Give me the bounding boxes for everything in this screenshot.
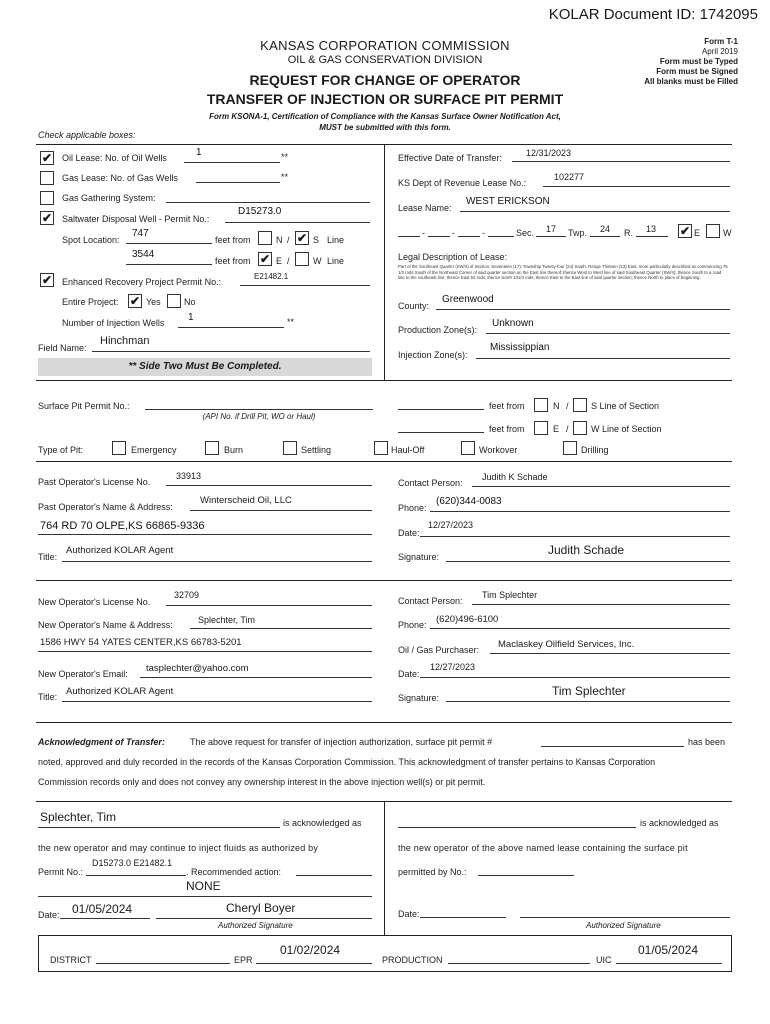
pit-n-checkbox[interactable] — [534, 398, 548, 412]
new-contact-label: Contact Person: — [398, 596, 463, 606]
e-checkbox[interactable]: ✔ — [259, 252, 271, 266]
divider — [36, 580, 732, 581]
sec-value[interactable]: 17 — [546, 224, 557, 234]
slash: / — [566, 424, 569, 434]
ksdor-label: KS Dept of Revenue Lease No.: — [398, 178, 527, 188]
production-zone-label: Production Zone(s): — [398, 325, 478, 335]
form-date: April 2019 — [701, 47, 738, 56]
agency-division: OIL & GAS CONSERVATION DIVISION — [287, 54, 483, 66]
new-signature-value[interactable]: Tim Splechter — [552, 684, 626, 698]
form-blanks: All blanks must be Filled — [644, 77, 738, 86]
feet-from-label: feet from — [215, 256, 251, 266]
past-phone-label: Phone: — [398, 503, 427, 513]
slash: / — [566, 401, 569, 411]
entire-project-label: Entire Project: — [62, 297, 119, 307]
past-signature-label: Signature: — [398, 552, 440, 562]
document-id: KOLAR Document ID: 1742095 — [548, 6, 758, 23]
feet-from-label: feet from — [215, 235, 251, 245]
new-name-label: New Operator's Name & Address: — [38, 620, 173, 630]
gas-gathering-label: Gas Gathering System: — [62, 193, 156, 203]
divider — [36, 722, 732, 723]
new-license-value[interactable]: 32709 — [174, 590, 200, 600]
ksdor-value[interactable]: 102277 — [554, 172, 585, 182]
twp-value[interactable]: 24 — [600, 224, 611, 234]
stars: ** — [287, 317, 295, 327]
entire-no-checkbox[interactable] — [167, 294, 181, 308]
form-number: Form T-1 — [704, 37, 738, 46]
burn-label: Burn — [224, 445, 244, 455]
injection-zone-value[interactable]: Mississippian — [490, 342, 550, 353]
line-label: Line — [327, 256, 345, 266]
s-line-label: S Line of Section — [591, 401, 660, 411]
new-phone-label: Phone: — [398, 620, 427, 630]
entire-yes-checkbox[interactable]: ✔ — [129, 294, 141, 308]
drilling-checkbox[interactable] — [563, 441, 577, 455]
e-label: E — [276, 256, 283, 266]
ack-left-operator: the new operator and may continue to inject fluids as authorized by — [38, 843, 319, 853]
api-note: (API No. if Drill Pit, WO or Haul) — [202, 412, 316, 421]
s-checkbox[interactable]: ✔ — [296, 231, 308, 245]
lease-name-value[interactable]: WEST ERICKSON — [466, 196, 550, 207]
pit-s-checkbox[interactable] — [573, 398, 587, 412]
new-license-label: New Operator's License No. — [38, 597, 151, 607]
yes-label: Yes — [146, 297, 161, 307]
ack-recommended-label: . Recommended action: — [186, 867, 282, 877]
epr-date-value[interactable]: 01/02/2024 — [280, 943, 341, 957]
page-title: REQUEST FOR CHANGE OF OPERATOR — [249, 72, 521, 88]
divider — [36, 461, 732, 462]
emergency-checkbox[interactable] — [112, 441, 126, 455]
feet-from-label: feet from — [489, 424, 525, 434]
workover-label: Workover — [479, 445, 518, 455]
pit-e-checkbox[interactable] — [534, 421, 548, 435]
inj-wells-label: Number of Injection Wells — [62, 318, 165, 328]
new-signature-label: Signature: — [398, 693, 440, 703]
range-value[interactable]: 13 — [646, 224, 657, 234]
swd-label: Saltwater Disposal Well - Permit No.: — [62, 214, 210, 224]
past-phone-value[interactable]: (620)344-0083 — [436, 496, 502, 507]
past-date-value[interactable]: 12/27/2023 — [428, 520, 474, 530]
new-contact-value[interactable]: Tim Splechter — [482, 590, 538, 600]
past-title-label: Title: — [38, 552, 58, 562]
gas-lease-label: Gas Lease: No. of Gas Wells — [62, 173, 178, 183]
effective-date-label: Effective Date of Transfer: — [398, 153, 502, 163]
past-title-value[interactable]: Authorized KOLAR Agent — [66, 545, 174, 556]
ack-text-3: Commission records only and does not convey any ownership interest in the above injection well(s) or pit permit. — [38, 777, 486, 787]
district-label: DISTRICT — [50, 955, 92, 965]
e-label: E — [694, 228, 701, 238]
surface-pit-label: Surface Pit Permit No.: — [38, 401, 130, 411]
e-label: E — [553, 424, 560, 434]
burn-checkbox[interactable] — [205, 441, 219, 455]
ack-date-value[interactable]: 01/05/2024 — [72, 902, 133, 916]
epr-label: Enhanced Recovery Project Permit No.: — [62, 277, 222, 287]
field-name-label: Field Name: — [38, 343, 87, 353]
new-date-label: Date: — [398, 669, 420, 679]
new-address-value[interactable]: 1586 HWY 54 YATES CENTER,KS 66783-5201 — [40, 637, 242, 648]
ack-permit-value[interactable]: D15273.0 E21482.1 — [92, 858, 173, 868]
form-typed: Form must be Typed — [659, 57, 738, 66]
uic-date-value[interactable]: 01/05/2024 — [638, 943, 699, 957]
ack-heading: Acknowledgment of Transfer: — [38, 737, 165, 747]
purchaser-label: Oil / Gas Purchaser: — [398, 645, 480, 655]
s-label: S — [313, 235, 320, 245]
ack-right-auth-signature-label: Authorized Signature — [586, 921, 661, 930]
legal-desc-text: Part of the Southeast Quarter (SW/4) of Section, Seventeen (17), Township Twenty-four (24) South, Range Thirteen (13) East, more particularly described as commencing 75 1/2 rods South of the Northeast Corner of said quarter section on the East line thereof; thence West to West line of said Southeast Quarter (SW/4); thence South to a road line to the southeast line; thence East 52 rods; thence North 131/3 rods; thence East to the East line of said quarter section; thence North to place of beginning. — [398, 264, 728, 280]
past-license-value[interactable]: 33913 — [176, 471, 202, 481]
no-label: No — [184, 297, 196, 307]
ack-recommended-value[interactable]: NONE — [186, 879, 221, 893]
new-email-value[interactable]: tasplechter@yahoo.com — [146, 663, 249, 674]
drilling-label: Drilling — [581, 445, 609, 455]
w-line-label: W Line of Section — [591, 424, 662, 434]
divider — [36, 380, 732, 381]
past-name-label: Past Operator's Name & Address: — [38, 502, 173, 512]
inj-wells-value[interactable]: 1 — [188, 312, 194, 323]
lease-name-label: Lease Name: — [398, 203, 452, 213]
workover-checkbox[interactable] — [461, 441, 475, 455]
ack-auth-signature-label: Authorized Signature — [218, 921, 293, 930]
injection-zone-label: Injection Zone(s): — [398, 350, 468, 360]
w-label: W — [313, 256, 322, 266]
ack-permit-label: Permit No.: — [38, 867, 84, 877]
ack-text-2: noted, approved and duly recorded in the records of the Kansas Corporation Commission. This acknowledgment of transfer pertains to Kansas Corporation — [38, 757, 656, 767]
oil-lease-label: Oil Lease: No. of Oil Wells — [62, 153, 167, 163]
uic-label: UIC — [596, 955, 612, 965]
production-zone-value[interactable]: Unknown — [492, 318, 534, 329]
field-name-value[interactable]: Hinchman — [100, 335, 150, 347]
emergency-label: Emergency — [131, 445, 177, 455]
past-signature-value[interactable]: Judith Schade — [548, 543, 625, 557]
ack-has-been: has been — [688, 737, 726, 747]
effective-date-value[interactable]: 12/31/2023 — [526, 148, 572, 158]
n-label: N — [276, 235, 283, 245]
new-email-label: New Operator's Email: — [38, 669, 128, 679]
page-subtitle: TRANSFER OF INJECTION OR SURFACE PIT PERMIT — [206, 91, 564, 107]
range-w-checkbox[interactable] — [706, 224, 720, 238]
pit-w-checkbox[interactable] — [573, 421, 587, 435]
past-address-value[interactable]: 764 RD 70 OLPE,KS 66865-9336 — [40, 520, 205, 532]
hauloff-label: Haul-Off — [391, 445, 425, 455]
n-checkbox[interactable] — [258, 231, 272, 245]
new-date-value[interactable]: 12/27/2023 — [430, 662, 476, 672]
ack-right-is-ack: is acknowledged as — [640, 818, 719, 828]
slash: / — [287, 235, 290, 245]
ack-permitted-by-label: permitted by No.: — [398, 867, 467, 877]
ack-left-is-ack: is acknowledged as — [283, 818, 362, 828]
slash: / — [287, 256, 290, 266]
feet-from-label: feet from — [489, 401, 525, 411]
twp-label: Twp. — [568, 228, 588, 238]
dash: - — [482, 228, 485, 238]
swd-permit-value[interactable]: D15273.0 — [238, 206, 282, 217]
office-use-box — [38, 935, 732, 972]
ack-right-operator: the new operator of the above named lease containing the surface pit — [398, 843, 688, 853]
ack-right-date-label: Date: — [398, 909, 420, 919]
ack-text-1: The above request for transfer of injection authorization, surface pit permit # — [190, 737, 493, 747]
column-divider — [384, 144, 385, 380]
range-e-checkbox[interactable]: ✔ — [679, 224, 691, 238]
county-value[interactable]: Greenwood — [442, 294, 494, 305]
stars: ** — [281, 172, 289, 182]
oil-wells-value[interactable]: 1 — [196, 147, 202, 158]
oil-lease-checkbox[interactable]: ✔ — [41, 151, 53, 165]
n-label: N — [553, 401, 560, 411]
new-title-label: Title: — [38, 692, 58, 702]
settling-checkbox[interactable] — [283, 441, 297, 455]
dash: - — [452, 228, 455, 238]
pit-type-label: Type of Pit: — [38, 445, 84, 455]
w-checkbox[interactable] — [295, 252, 309, 266]
ack-signer-value[interactable]: Cheryl Boyer — [226, 901, 296, 915]
settling-label: Settling — [301, 445, 332, 455]
spot-location-label: Spot Location: — [62, 235, 120, 245]
check-boxes-label: Check applicable boxes: — [38, 130, 136, 140]
epr-permit-value[interactable]: E21482.1 — [254, 272, 289, 281]
county-label: County: — [398, 301, 430, 311]
epr-checkbox[interactable]: ✔ — [41, 273, 53, 287]
new-title-value[interactable]: Authorized KOLAR Agent — [66, 686, 174, 697]
r-label: R. — [624, 228, 633, 238]
spot-ew-value[interactable]: 3544 — [132, 249, 155, 260]
gas-lease-checkbox[interactable] — [40, 171, 54, 185]
ack-left-name-value[interactable]: Splechter, Tim — [40, 810, 117, 824]
ack-date-label: Date: — [38, 910, 60, 920]
ksona-note-2: MUST be submitted with this form. — [319, 123, 451, 132]
production-label: PRODUCTION — [382, 955, 443, 965]
new-name-value[interactable]: Splechter, Tim — [198, 615, 256, 625]
line-label: Line — [327, 235, 345, 245]
swd-checkbox[interactable]: ✔ — [41, 211, 53, 225]
spot-ns-value[interactable]: 747 — [132, 228, 149, 239]
ksona-note: Form KSONA-1, Certification of Compliance with the Kansas Surface Owner Notification Act, — [209, 112, 561, 121]
past-name-value[interactable]: Winterscheid Oil, LLC — [200, 495, 292, 506]
sec-label: Sec. — [516, 228, 535, 238]
past-contact-value[interactable]: Judith K Schade — [482, 472, 548, 482]
purchaser-value[interactable]: Maclaskey Oilfield Services, Inc. — [498, 639, 635, 650]
side-two-note: ** Side Two Must Be Completed. — [128, 361, 282, 372]
agency-name: KANSAS CORPORATION COMMISSION — [260, 38, 510, 53]
past-contact-label: Contact Person: — [398, 478, 463, 488]
legal-desc-label: Legal Description of Lease: — [398, 252, 508, 262]
w-label: W — [723, 228, 732, 238]
epr-label: EPR — [234, 955, 253, 965]
column-divider — [384, 801, 385, 935]
past-license-label: Past Operator's License No. — [38, 477, 151, 487]
past-date-label: Date: — [398, 528, 420, 538]
new-phone-value[interactable]: (620)496-6100 — [436, 614, 499, 625]
stars: ** — [281, 152, 289, 162]
hauloff-checkbox[interactable] — [374, 441, 388, 455]
gas-gathering-checkbox[interactable] — [40, 191, 54, 205]
form-signed: Form must be Signed — [656, 67, 738, 76]
dash: - — [422, 228, 425, 238]
